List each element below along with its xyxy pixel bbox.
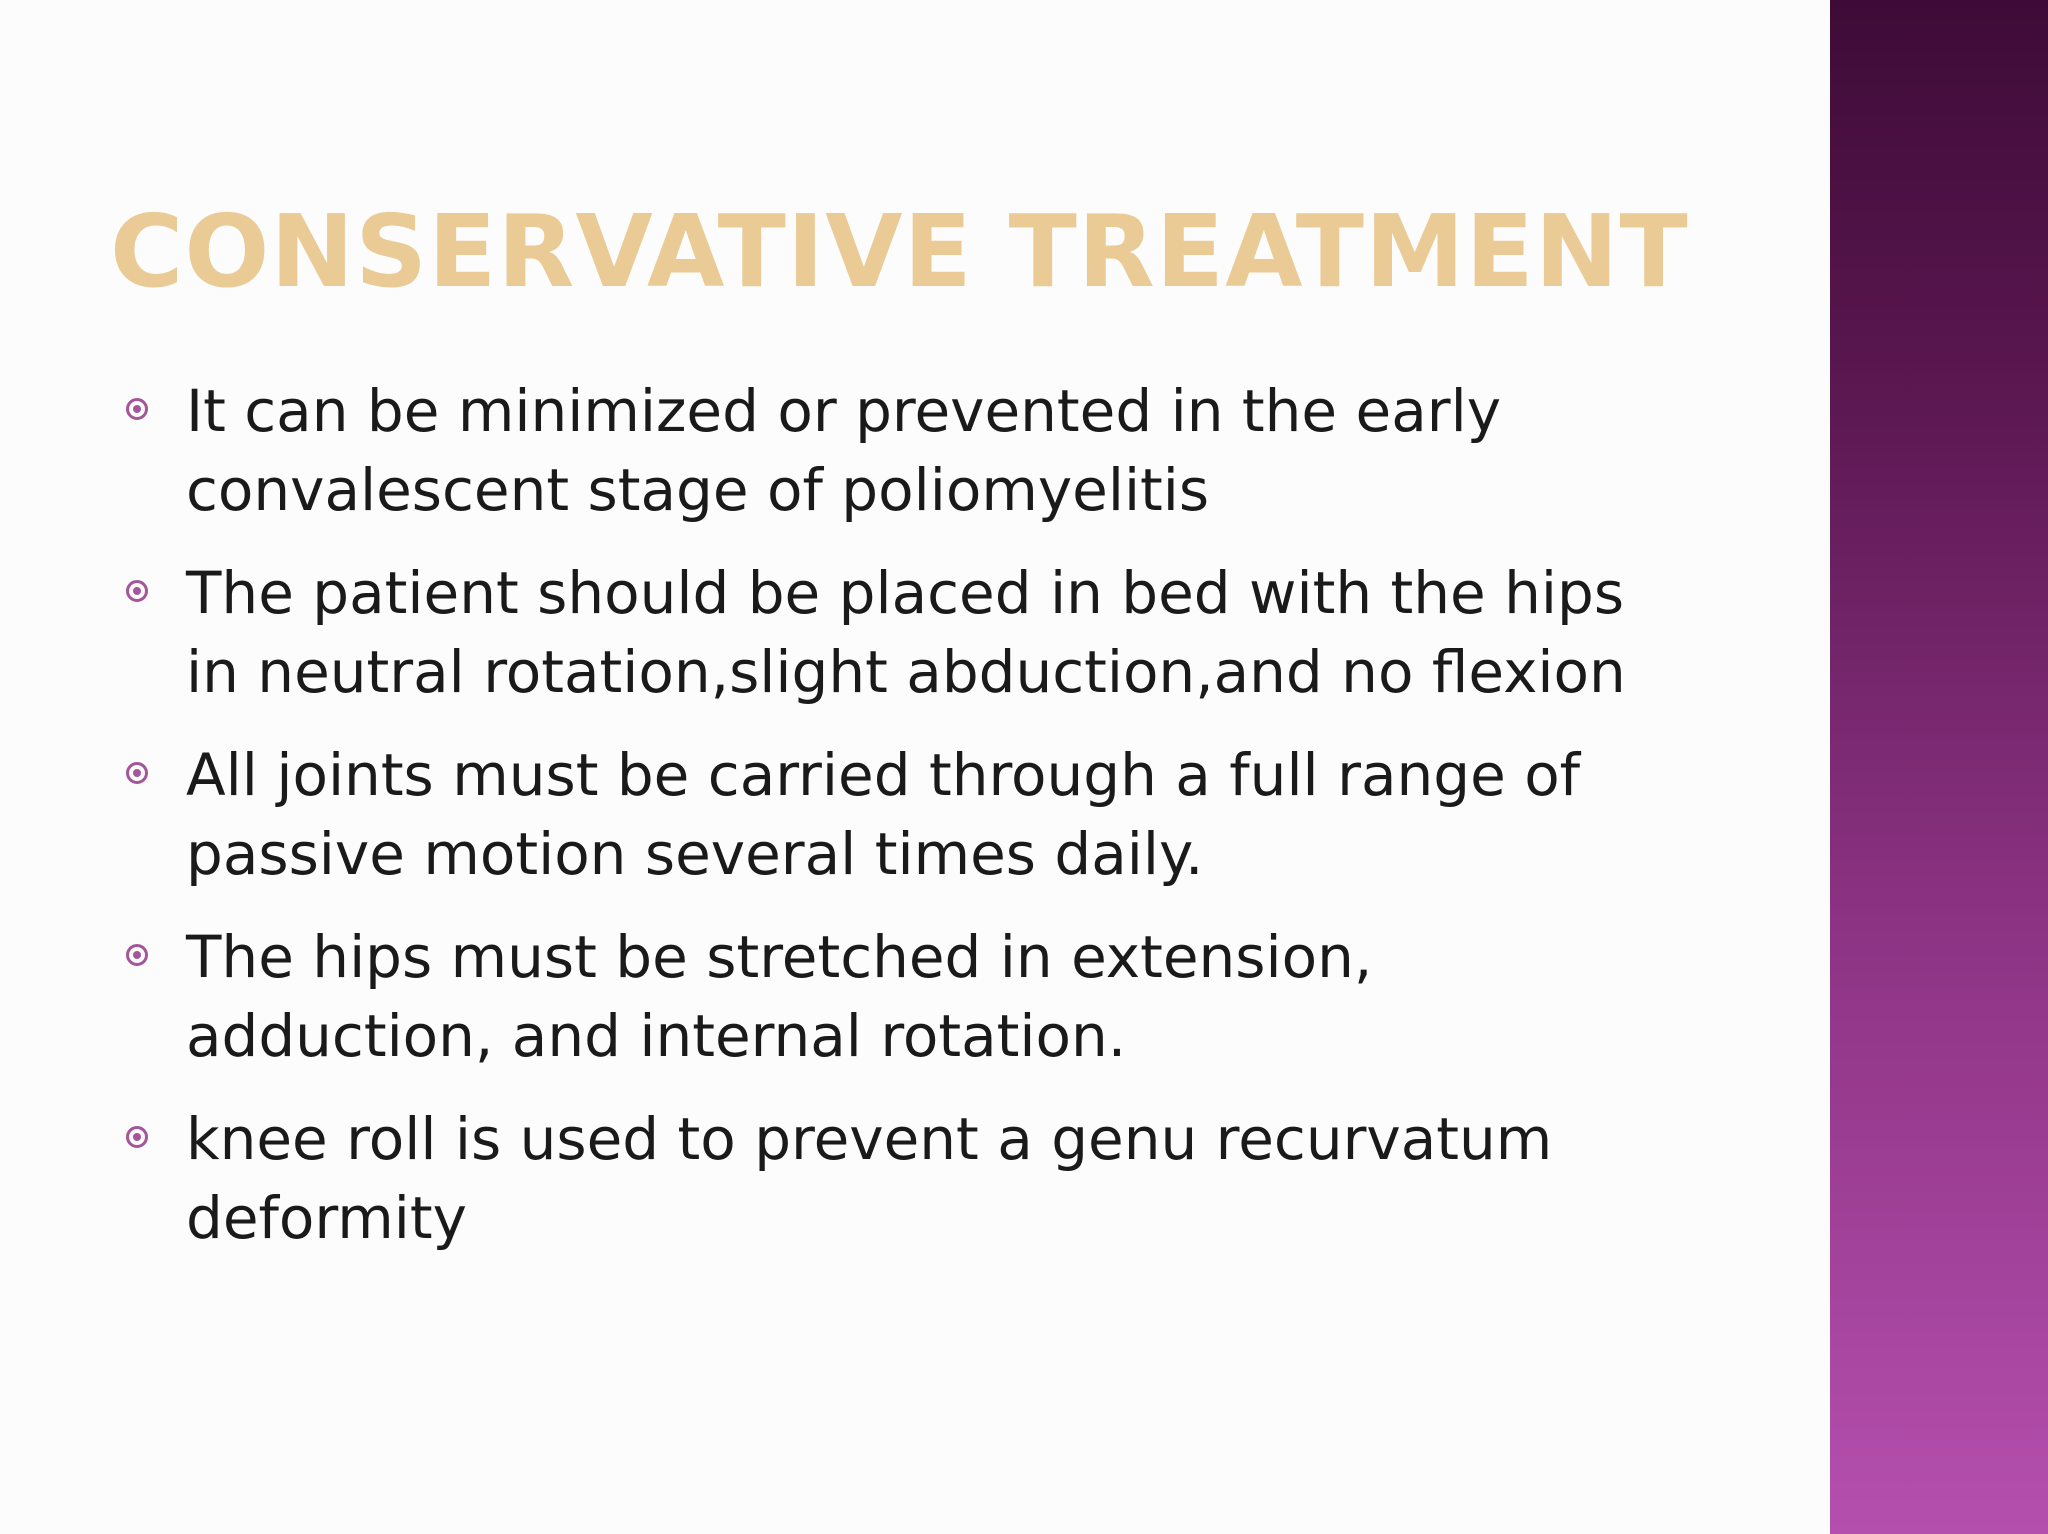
- bullet-item: [126, 372, 1686, 530]
- slide-title: CONSERVATIVE TREATMENT: [110, 193, 1689, 310]
- bullet-item: [126, 1100, 1686, 1258]
- bullet-text: The hips must be stretched in extension, adduction, and internal rotation.: [186, 923, 1373, 1070]
- bullet-text: The patient should be placed in bed with the hips in neutral rotation,slight abduction,and no flexion: [186, 559, 1626, 706]
- bullet-text: knee roll is used to prevent a genu recurvatum deformity: [186, 1105, 1553, 1252]
- bullet-item: [126, 554, 1686, 712]
- circle-dot-icon: [126, 944, 148, 966]
- circle-dot-icon: [126, 762, 148, 784]
- decorative-side-band: [1830, 0, 2048, 1534]
- bullet-text: All joints must be carried through a full range of passive motion several times daily.: [186, 741, 1581, 888]
- circle-dot-icon: [126, 398, 148, 420]
- bullet-item: [126, 918, 1686, 1076]
- circle-dot-icon: [126, 580, 148, 602]
- bullet-item: [126, 736, 1686, 894]
- bullet-list: [126, 372, 1686, 1282]
- circle-dot-icon: [126, 1126, 148, 1148]
- bullet-text: It can be minimized or prevented in the early convalescent stage of poliomyelitis: [186, 377, 1502, 524]
